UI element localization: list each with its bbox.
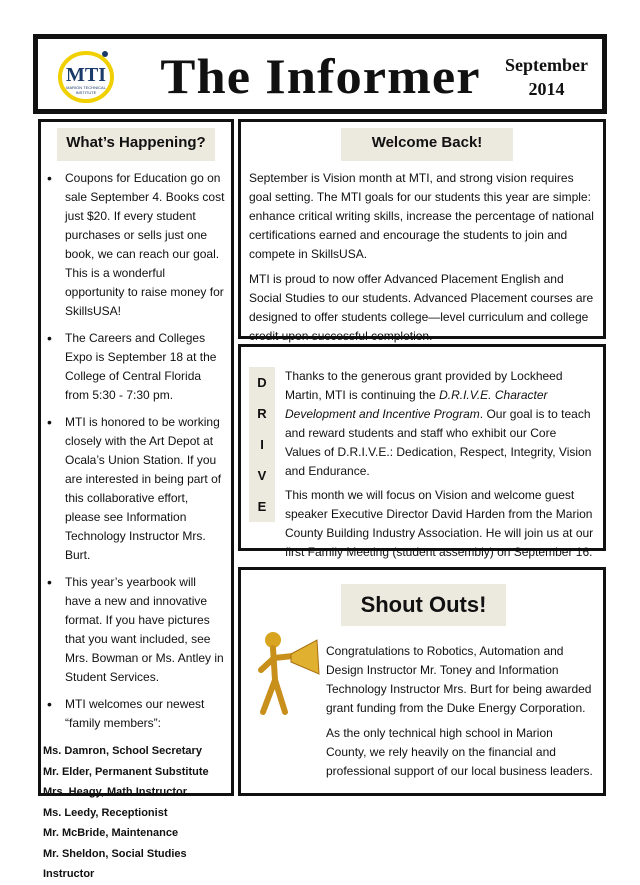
member: Mr. McBride, Maintenance <box>43 827 179 839</box>
member: Ms. Leedy, Receptionist <box>43 806 168 819</box>
member: Mrs. Heagy, Math Instructor <box>43 786 188 798</box>
mti-logo <box>56 47 118 105</box>
svg-text:MARION TECHNICAL: MARION TECHNICAL <box>66 85 106 90</box>
shout-outs-section <box>238 567 606 796</box>
paragraph: MTI is proud to now offer Advanced Placement English and Social Studies to our students. Advanced Placement courses are designed to offer students college—level curriculum and college credit upon successful completion. <box>249 272 594 343</box>
section-heading: Welcome Back! <box>341 128 513 161</box>
member: Ms. Damron, School Secretary <box>43 745 202 757</box>
paragraph: September is Vision month at MTI, and strong vision requires goal setting. The MTI goals for our students this year are simple: enhance critical writing skills, increase the percentage of national certifications earned and encourage the students to join and compete in SkillsUSA. <box>249 171 594 261</box>
section-heading: Shout Outs! <box>341 584 506 626</box>
drive-acronym: D R I V E <box>249 367 275 522</box>
drive-section <box>238 344 606 559</box>
paragraph: As the only technical high school in Marion County, we rely heavily on the financial and professional support of our local business leaders. <box>326 726 593 778</box>
paragraph: This month we will focus on Vision and welcome guest speaker Executive Director David Harden from the Marion County Building Industry Association. He will join us at our first Family Meeting (student assembly) on September 16. <box>285 488 594 559</box>
list-item: • MTI is honored to be working closely with the Art Depot at Ocala’s Union Station. If you are interested in being part of this collaborative effort, please see Information Technology Instructor Mrs. Burt. <box>45 413 225 565</box>
member: Mr. Sheldon, Social Studies Instructor <box>43 847 187 880</box>
megaphone-figure-icon <box>253 630 325 720</box>
svg-text:MTI: MTI <box>66 64 106 86</box>
paragraph: Thanks to the generous grant provided by Lockheed Martin, MTI is continuing the D.R.I.V.E. Character Development and Incentive Program. Our goal is to teach and reward students and staff who exhibit our Core Values of D.R.I.V.E.: Dedication, Respect, Integrity, Vision and Endurance. <box>285 369 592 478</box>
list-item: • Coupons for Education go on sale September 4. Books cost just $20. If every student purchases or sells just one book, we can reach our goal. This is a wonderful opportunity to raise money for SkillsUSA! <box>45 169 225 321</box>
issue-date: September 2014 <box>505 55 588 99</box>
paragraph: Congratulations to Robotics, Automation and Design Instructor Mr. Toney and Information Technology Instructor Mrs. Burt for being awarded grant funding from the Duke Energy Corporation. <box>326 644 592 715</box>
newsletter-title: The Informer <box>160 48 481 104</box>
list-item: • MTI welcomes our newest “family members”: <box>45 695 225 733</box>
section-heading: What’s Happening? <box>57 128 215 161</box>
welcome-section <box>238 119 606 343</box>
list-item: • This year’s yearbook will have a new and innovative format. If you have pictures that you want included, see Mrs. Bowman or Ms. Antley in Student Services. <box>45 573 225 687</box>
masthead <box>33 34 607 114</box>
list-item: • The Careers and Colleges Expo is September 18 at the College of Central Florida from 5:30 - 7:30 pm. <box>45 329 225 405</box>
member: Mr. Elder, Permanent Substitute <box>43 765 209 778</box>
svg-text:INSTITUTE: INSTITUTE <box>75 90 97 95</box>
whats-happening-section <box>38 119 234 880</box>
